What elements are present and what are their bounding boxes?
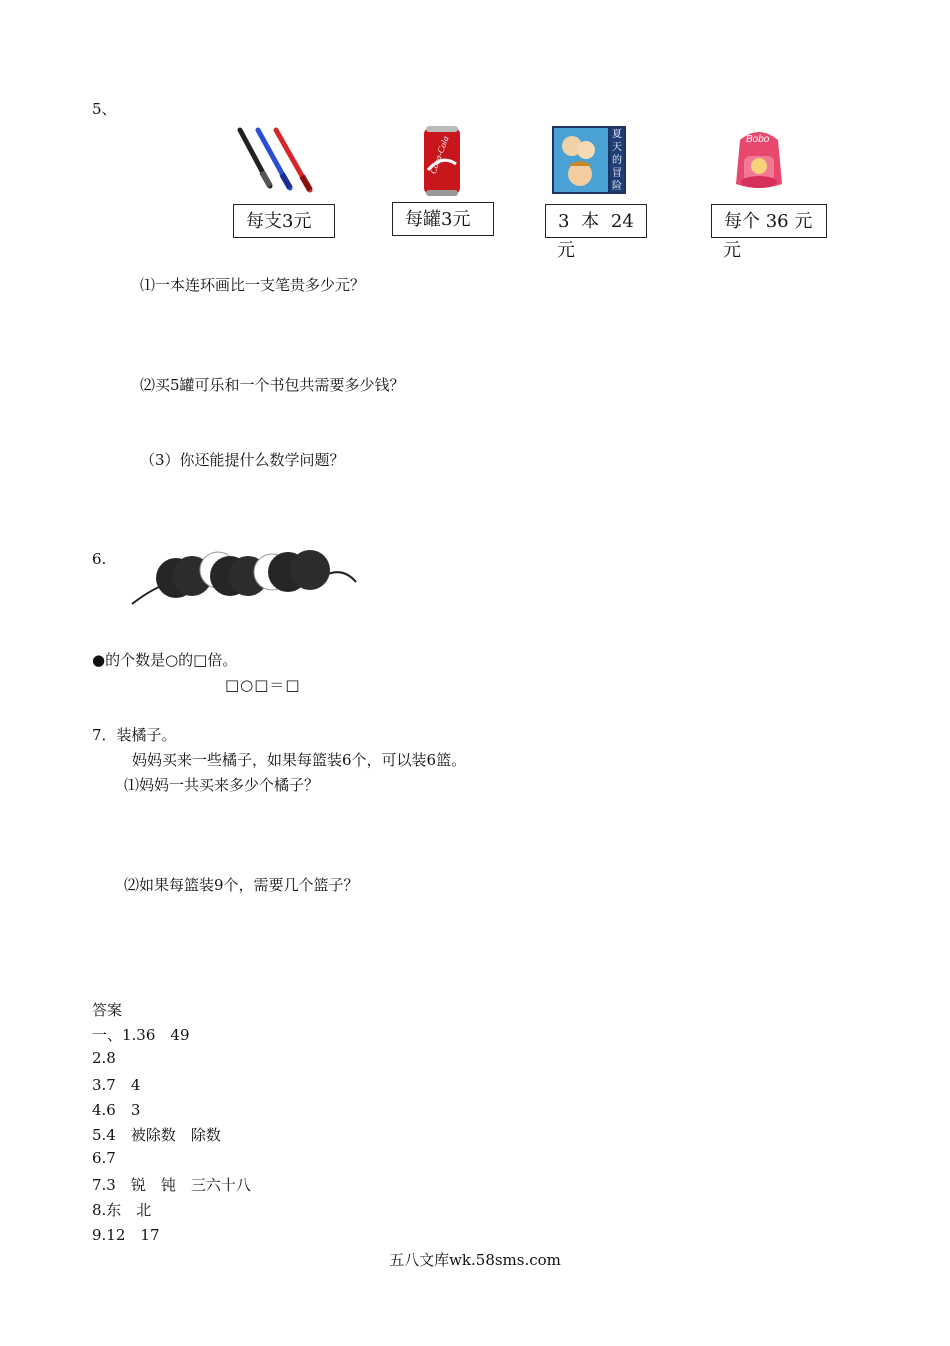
question-7-sub-2: ⑵如果每篮装9个，需要几个篮子？ [124,876,359,894]
question-6-equation: □○□＝□ [225,676,301,694]
page-footer: 五八文库wk.58sms.com [389,1251,561,1269]
svg-text:Coca-Cola: Coca-Cola [427,134,451,176]
question-7-sub-1: ⑴妈妈一共买来多少个橘子？ [124,776,320,794]
question-5-number: 5、 [92,100,117,118]
answer-line: 2.8 [92,1049,116,1067]
price-box-comic: 3 本 24 [545,204,647,238]
question-6-number: 6. [92,550,107,568]
book-cover-char: 险 [612,181,622,192]
answers-heading: 答案 [92,1001,123,1019]
question-5-sub-1: ⑴一本连环画比一支笔贵多少元？ [140,276,366,294]
answer-line: 3.7 4 [92,1076,141,1094]
answer-line: 8.东 北 [92,1201,152,1219]
red-pen-icon [276,130,310,190]
dots-circles-image [130,546,360,608]
book-cover-char: 夏 [612,129,622,140]
question-7-title: 7．装橘子。 [92,726,177,744]
book-cover-char: 的 [612,155,622,166]
price-box-pen: 每支3元 [233,204,335,238]
book-cover-char: 冒 [612,168,622,179]
price-box-cola: 每罐3元 [392,202,494,236]
answer-line: 9.12 17 [92,1226,160,1244]
question-5-sub-2: ⑵买5罐可乐和一个书包共需要多少钱？ [140,376,405,394]
backpack-label: Bobo [746,134,770,145]
price-box-comic-wrap: 元 [557,240,575,261]
answer-line: 5.4 被除数 除数 [92,1126,221,1144]
book-cover-title [612,128,622,193]
pens-image [232,124,322,196]
answer-line: 7.3 锐 钝 三六十八 [92,1176,251,1194]
answer-line: 一、1.36 49 [92,1026,190,1044]
question-7-description: 妈妈买来一些橘子，如果每篮装6个，可以装6篮。 [132,751,467,769]
question-6-statement: ●的个数是○的□倍。 [92,651,238,669]
question-5-sub-3: （3）你还能提什么数学问题？ [140,451,345,469]
answer-line: 6.7 [92,1149,116,1167]
cola-can-image [420,124,464,198]
price-box-backpack-wrap: 元 [723,240,741,261]
black-pen-icon [240,130,270,186]
book-cover-char: 天 [612,142,622,153]
price-box-backpack: 每个 36 元 [711,204,827,238]
answer-line: 4.6 3 [92,1101,141,1119]
